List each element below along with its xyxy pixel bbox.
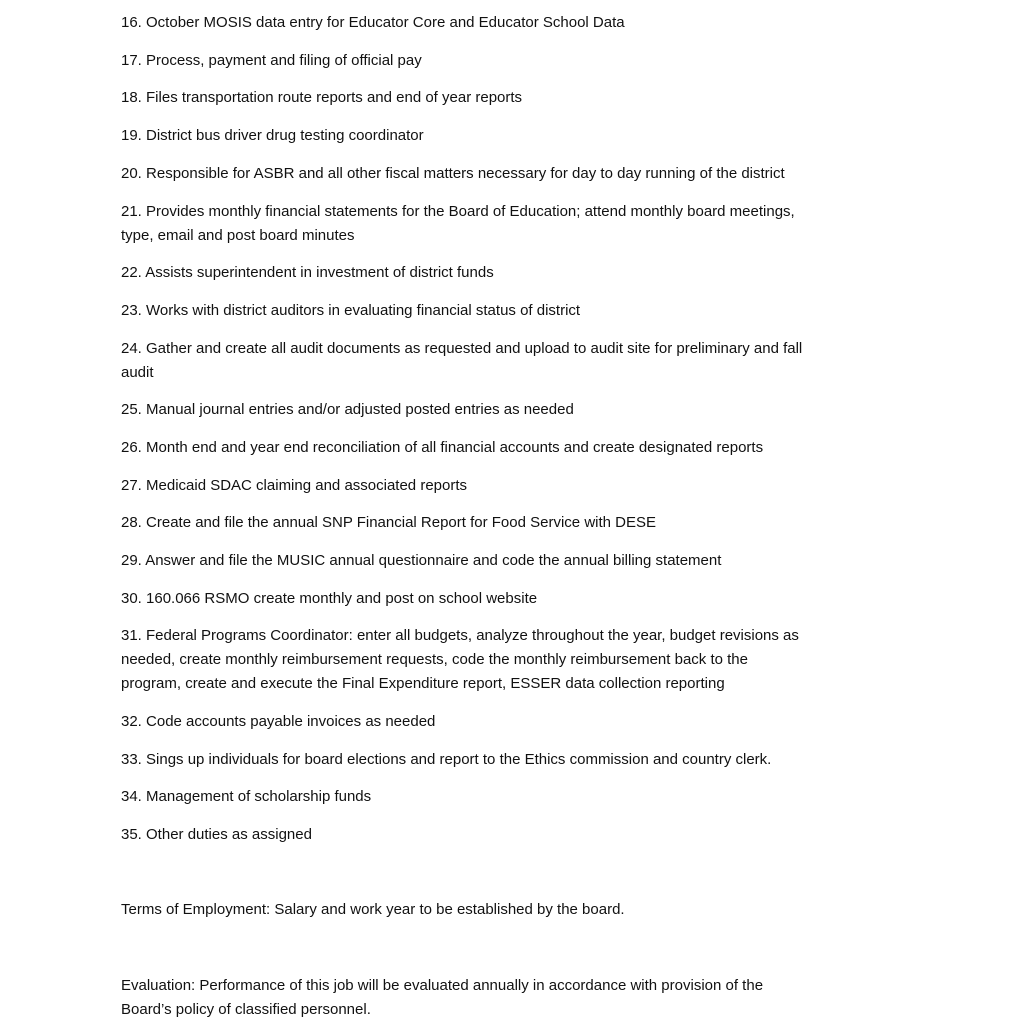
list-item: 23. Works with district auditors in evaluating financial status of district bbox=[121, 302, 581, 319]
list-item: 24. Gather and create all audit documents as requested and upload to audit site for preliminary and fall bbox=[121, 340, 803, 357]
terms-of-employment: Terms of Employment: Salary and work year to be established by the board. bbox=[121, 901, 625, 918]
list-item: 22. Assists superintendent in investment of district funds bbox=[121, 264, 494, 281]
list-item: 25. Manual journal entries and/or adjusted posted entries as needed bbox=[121, 401, 574, 418]
list-item: 21. Provides monthly financial statements for the Board of Education; attend monthly board meetings, bbox=[121, 203, 795, 220]
list-item-continuation: program, create and execute the Final Expenditure report, ESSER data collection reporting bbox=[121, 675, 725, 692]
list-item: 19. District bus driver drug testing coordinator bbox=[121, 127, 424, 144]
list-item: 16. October MOSIS data entry for Educator Core and Educator School Data bbox=[121, 14, 625, 31]
list-item: 30. 160.066 RSMO create monthly and post on school website bbox=[121, 590, 538, 607]
evaluation-text: Board’s policy of classified personnel. bbox=[121, 1001, 371, 1018]
list-item: 17. Process, payment and filing of official pay bbox=[121, 52, 422, 69]
list-item: 33. Sings up individuals for board elections and report to the Ethics commission and country clerk. bbox=[121, 751, 772, 768]
list-item: 29. Answer and file the MUSIC annual questionnaire and code the annual billing statement bbox=[121, 552, 722, 569]
list-item: 28. Create and file the annual SNP Financial Report for Food Service with DESE bbox=[121, 514, 657, 531]
evaluation-text: Evaluation: Performance of this job will be evaluated annually in accordance with provision of the bbox=[121, 977, 764, 994]
list-item: 35. Other duties as assigned bbox=[121, 826, 312, 843]
list-item-continuation: needed, create monthly reimbursement requests, code the monthly reimbursement back to the bbox=[121, 651, 748, 668]
list-item: 32. Code accounts payable invoices as needed bbox=[121, 713, 436, 730]
list-item: 27. Medicaid SDAC claiming and associated reports bbox=[121, 477, 468, 494]
list-item: 18. Files transportation route reports and end of year reports bbox=[121, 89, 523, 106]
list-item: 34. Management of scholarship funds bbox=[121, 788, 372, 805]
list-item: 31. Federal Programs Coordinator: enter all budgets, analyze throughout the year, budget revisions as bbox=[121, 627, 799, 644]
list-item-continuation: type, email and post board minutes bbox=[121, 227, 355, 244]
list-item: 20. Responsible for ASBR and all other fiscal matters necessary for day to day running of the district bbox=[121, 165, 785, 182]
list-item: 26. Month end and year end reconciliation of all financial accounts and create designated reports bbox=[121, 439, 764, 456]
list-item-continuation: audit bbox=[121, 364, 154, 381]
